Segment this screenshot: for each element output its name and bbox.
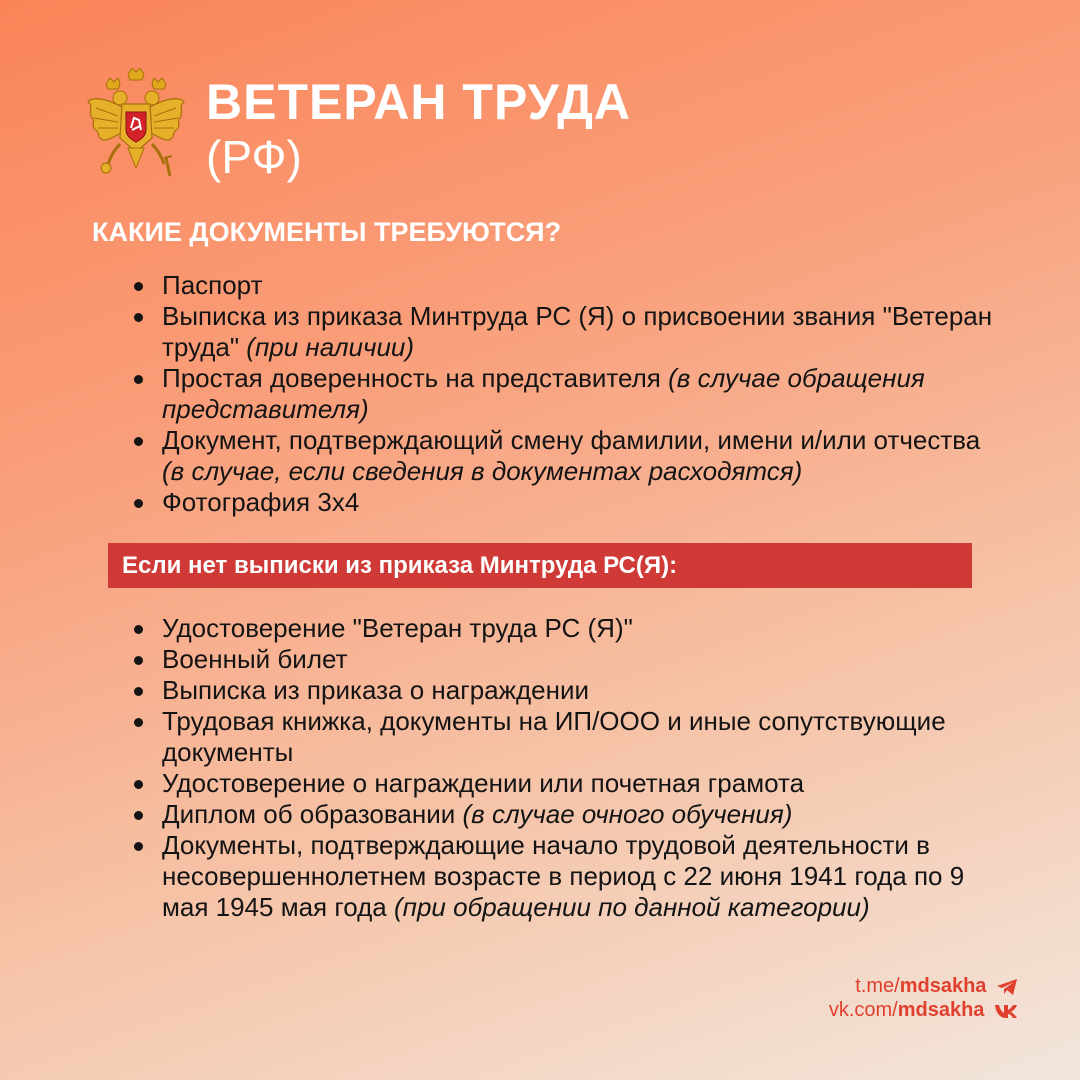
list-item: Выписка из приказа Минтруда РС (Я) о присвоении звания "Ветеран труда" (при наличии) xyxy=(0,301,1000,363)
list-item: Простая доверенность на представителя (в случае обращения представителя) xyxy=(0,363,1000,425)
banner-text: Если нет выписки из приказа Минтруда РС(Я): xyxy=(122,552,678,579)
section-heading: КАКИЕ ДОКУМЕНТЫ ТРЕБУЮТСЯ? xyxy=(92,217,562,247)
list-item: Военный билет xyxy=(0,644,1000,675)
alternative-documents-banner xyxy=(108,543,972,588)
required-documents-list xyxy=(0,270,1000,518)
list-item: Паспорт xyxy=(0,270,1000,301)
list-item: Документ, подтверждающий смену фамилии, имени и/или отчества (в случае, если сведения в документах расходятся) xyxy=(0,425,1000,487)
page-subtitle: (РФ) xyxy=(206,131,302,183)
social-links xyxy=(829,974,1018,1022)
list-item: Удостоверение "Ветеран труда РС (Я)" xyxy=(0,613,1000,644)
list-item: Диплом об образовании (в случае очного обучения) xyxy=(0,799,1000,830)
list-item: Документы, подтверждающие начало трудовой деятельности в несовершеннолетнем возрасте в период с 22 июня 1941 года по 9 мая 1945 мая года (при обращении по данной категории) xyxy=(0,830,1000,923)
list-item: Фотография 3х4 xyxy=(0,487,1000,518)
russian-coat-of-arms-icon xyxy=(84,68,188,180)
vk-link[interactable]: vk.com/mdsakha xyxy=(829,998,1018,1022)
telegram-icon xyxy=(996,978,1018,996)
page-title: ВЕТЕРАН ТРУДА xyxy=(206,74,631,130)
vk-icon xyxy=(994,1003,1018,1019)
list-item: Трудовая книжка, документы на ИП/ООО и иные сопутствующие документы xyxy=(0,706,1000,768)
list-item: Выписка из приказа о награждении xyxy=(0,675,1000,706)
telegram-link[interactable]: t.me/mdsakha xyxy=(829,974,1018,998)
list-item: Удостоверение о награждении или почетная грамота xyxy=(0,768,1000,799)
alternative-documents-list xyxy=(0,613,1000,923)
